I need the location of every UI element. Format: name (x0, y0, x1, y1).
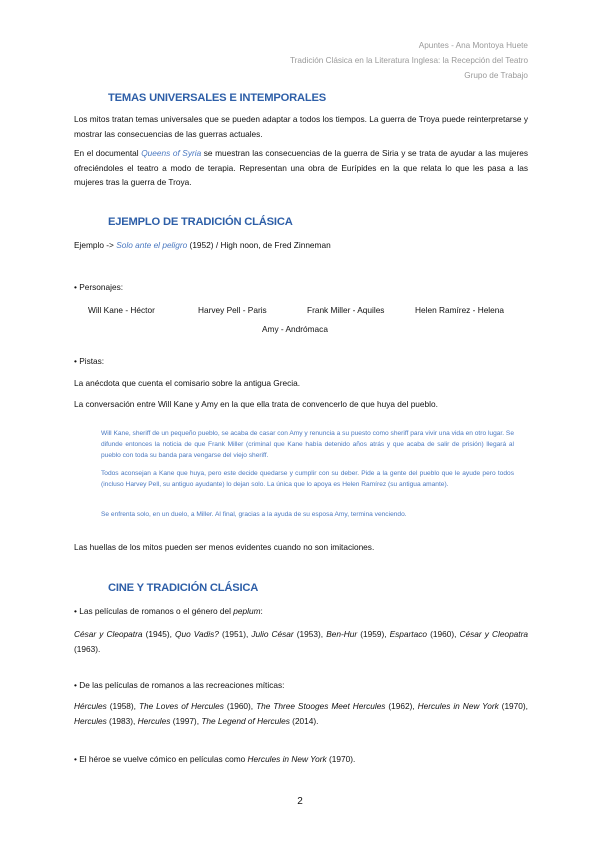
film-title: The Legend of Hercules (201, 715, 290, 726)
header-group: Grupo de Trabajo (464, 71, 528, 80)
paragraph-anecdota: La anécdota que cuenta el comisario sobre la antigua Grecia. (74, 378, 301, 388)
section-heading-ejemplo: EJEMPLO DE TRADICIÓN CLÁSICA (108, 216, 293, 228)
text-run: Ejemplo -> (74, 240, 117, 250)
text-run: (1962), (385, 701, 418, 711)
bullet-peliculas-romanos (74, 604, 528, 619)
bullet-personajes: • Personajes: (74, 282, 124, 292)
film-title: The Loves of Hercules (138, 701, 224, 711)
film-title: Hércules (74, 701, 107, 711)
text-run: (1951), (218, 629, 252, 639)
section-heading-temas: TEMAS UNIVERSALES E INTEMPORALES (108, 92, 326, 104)
bullet-pistas: • Pistas: (74, 356, 105, 366)
text-run: (1945), (142, 629, 175, 639)
quote-paragraph: Se enfrenta solo, en un duelo, a Miller. Al final, gracias a la ayuda de su esposa Amy, termina venciendo. (101, 511, 407, 518)
text-run: se muestran las consecuencias de la guerra de Siria y se trata de ayudar a las mujeres ofreciéndoles el teatro a modo de terapia. Representan una obra de Eurípides en la que relata lo que les pasa a las mujeres tras la guerra de Troya. (74, 148, 528, 188)
film-title: Hercules (74, 715, 107, 726)
text-run: (1997), (170, 715, 202, 726)
paragraph-mitos: Los mitos tratan temas universales que se pueden adaptar a todos los tiempos. La guerra de Troya puede reinterpretarse y mostrar las consecuencias de las guerras actuales. (74, 114, 528, 139)
film-title: César y Cleopatra (459, 629, 528, 639)
text-run: • Las películas de romanos o el género del (74, 606, 234, 616)
italic-term: peplum (233, 606, 261, 616)
text-run: (1963). (74, 643, 101, 654)
text-run: (1959), (357, 629, 390, 639)
text-run: (1952) / High noon, de Fred Zinneman (187, 240, 331, 250)
film-title: Quo Vadis? (175, 629, 219, 639)
paragraph-huellas: Las huellas de los mitos pueden ser menos evidentes cuando no son imitaciones. (74, 542, 375, 552)
quote-paragraph: Will Kane, sheriff de un pequeño pueblo, se acaba de casar con Amy y renuncia a su puesto como sheriff para vivir una vida en otro lugar. Se difunde entonces la noticia de que Frank Miller (criminal que Kane había detenido años atrás y que acaba de salir de prisión) llegará al pueblo con toda su banda para vengarse del viejo sheriff. (101, 430, 514, 460)
page-header (290, 38, 528, 83)
text-run: (1970). (326, 754, 356, 764)
text-run: (1983), (106, 715, 138, 726)
film-title: Espartaco (389, 629, 427, 639)
film-title-link: Queens of Syria (141, 148, 202, 158)
paragraph-queens-of-syria (74, 146, 528, 190)
text-run: : (260, 606, 263, 616)
text-run: (2014). (289, 715, 319, 726)
page-number: 2 (297, 796, 303, 807)
film-list-hercules (74, 699, 528, 728)
text-run: (1958), (106, 701, 139, 711)
text-run: • El héroe se vuelve cómico en películas como (74, 754, 248, 764)
film-title: César y Cleopatra (74, 629, 143, 639)
character-pair: Amy - Andrómaca (262, 324, 328, 334)
character-pair: Will Kane - Héctor (88, 305, 155, 315)
bullet-recreaciones: • De las películas de romanos a las recreaciones míticas: (74, 680, 285, 690)
text-run: (1953), (293, 629, 327, 639)
section-heading-cine: CINE Y TRADICIÓN CLÁSICA (108, 582, 259, 594)
film-title: Julio César (251, 629, 294, 639)
text-run: (1960), (426, 629, 460, 639)
header-author: Apuntes - Ana Montoya Huete (418, 41, 528, 50)
header-title: Tradición Clásica en la Literatura Inglesa: la Recepción del Teatro (289, 56, 528, 65)
film-title: Hercules in New York (417, 701, 499, 711)
film-title-link: Solo ante el peligro (116, 240, 188, 250)
character-pair: Harvey Pell - Paris (198, 305, 267, 315)
film-title: Ben-Hur (326, 629, 358, 639)
text-run: (1960), (223, 701, 257, 711)
text-run: En el documental (74, 148, 142, 158)
paragraph-conversacion: La conversación entre Will Kane y Amy en la que ella trata de convencerlo de que huya del pueblo. (74, 399, 438, 409)
paragraph-ejemplo (74, 238, 528, 253)
quote-paragraph: Todos aconsejan a Kane que huya, pero este decide quedarse y cumplir con su deber. Pide a la gente del pueblo que le ayude pero todos (incluso Harvey Pell, su antiguo ayudante) lo dejan solo. La única que lo apoya es Helen Ramírez (su antigua amante). (101, 470, 514, 489)
film-list-romanos (74, 627, 528, 656)
character-pair: Frank Miller - Aquiles (307, 305, 385, 315)
bullet-heroe-comico (74, 752, 528, 767)
character-pair: Helen Ramírez - Helena (415, 305, 504, 315)
film-title: The Three Stooges Meet Hercules (256, 701, 386, 711)
film-title: Hercules (137, 715, 171, 726)
text-run: (1970), (498, 701, 528, 711)
film-title: Hercules in New York (247, 754, 327, 764)
